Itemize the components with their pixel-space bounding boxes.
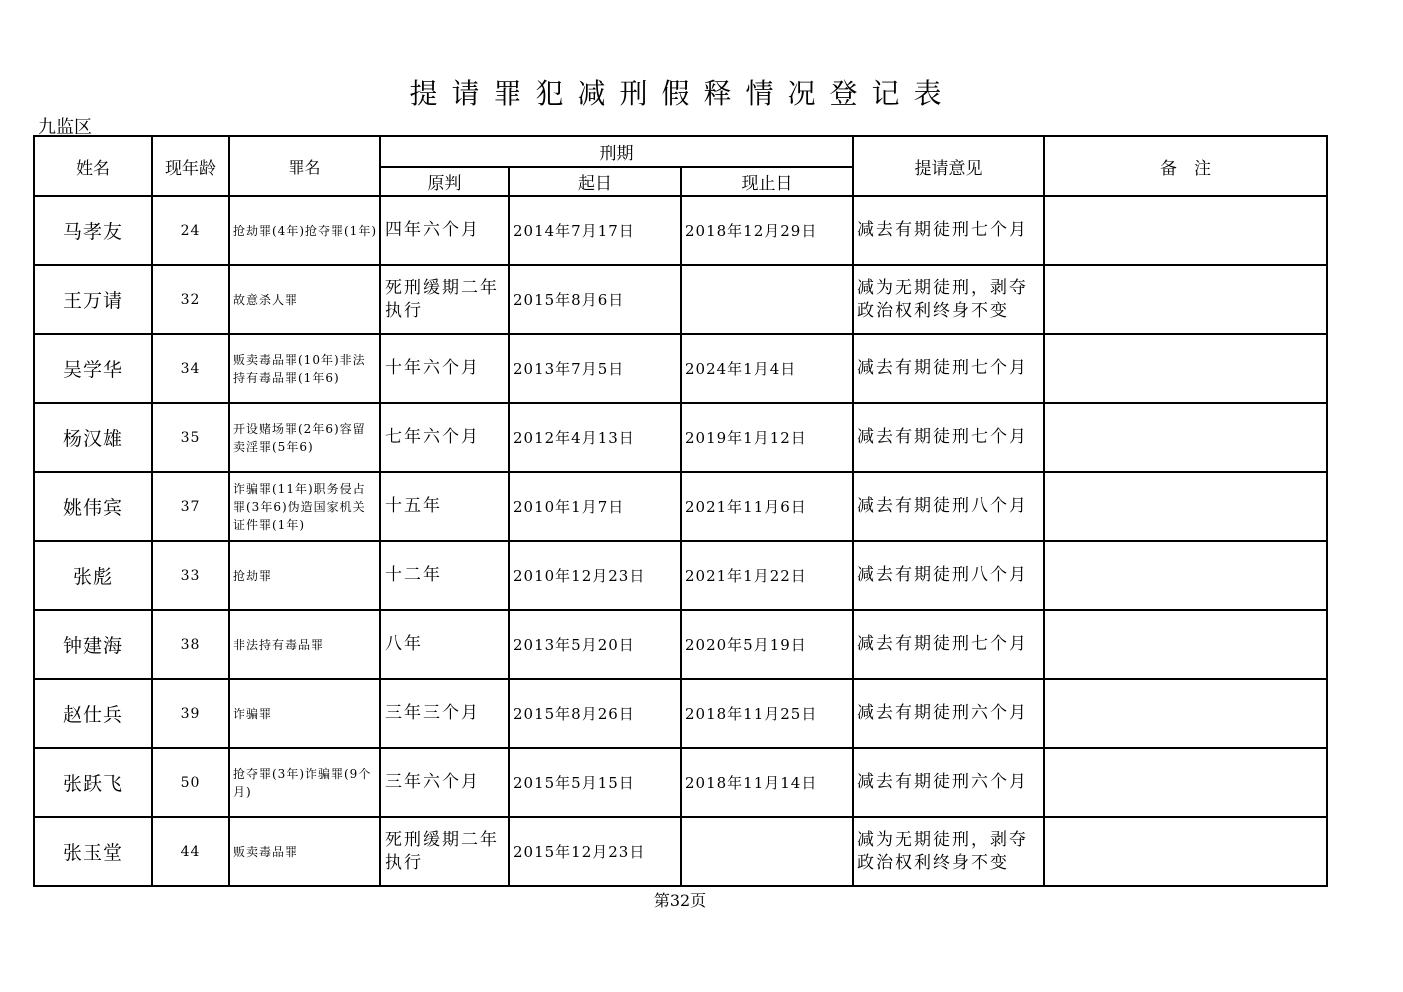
remarks-cell: [1044, 541, 1327, 610]
original-sentence: 八年: [380, 610, 509, 679]
prisoner-name: 杨汉雄: [34, 403, 152, 472]
header-remarks: 备 注: [1044, 136, 1327, 196]
registration-table: [33, 135, 1328, 887]
crime-cell: 抢夺罪(3年)诈骗罪(9个月): [229, 748, 380, 817]
table-row: [34, 265, 1327, 334]
prisoner-name: 马孝友: [34, 196, 152, 265]
header-name: 姓名: [34, 136, 152, 196]
table-row: [34, 748, 1327, 817]
header-original: 原判: [380, 167, 509, 196]
table-body: [34, 196, 1327, 886]
opinion-cell: 减去有期徒刑六个月: [853, 679, 1044, 748]
end-date: 2018年12月29日: [681, 196, 853, 265]
remarks-cell: [1044, 265, 1327, 334]
start-date: 2012年4月13日: [509, 403, 681, 472]
original-sentence: 四年六个月: [380, 196, 509, 265]
original-sentence: 七年六个月: [380, 403, 509, 472]
age-cell: 35: [152, 403, 229, 472]
opinion-cell: 减去有期徒刑七个月: [853, 610, 1044, 679]
start-date: 2015年8月6日: [509, 265, 681, 334]
start-date: 2013年5月20日: [509, 610, 681, 679]
end-date: 2021年1月22日: [681, 541, 853, 610]
prisoner-name: 吴学华: [34, 334, 152, 403]
table-row: [34, 403, 1327, 472]
end-date: [681, 817, 853, 886]
table-row: [34, 679, 1327, 748]
remarks-cell: [1044, 472, 1327, 541]
end-date: [681, 265, 853, 334]
start-date: 2015年5月15日: [509, 748, 681, 817]
prisoner-name: 钟建海: [34, 610, 152, 679]
page-title: 提请罪犯减刑假释情况登记表: [409, 77, 956, 110]
opinion-cell: 减为无期徒刑，剥夺政治权利终身不变: [853, 817, 1044, 886]
age-cell: 34: [152, 334, 229, 403]
age-cell: 39: [152, 679, 229, 748]
crime-cell: 开设赌场罪(2年6)容留卖淫罪(5年6): [229, 403, 380, 472]
table-row: [34, 334, 1327, 403]
original-sentence: 死刑缓期二年执行: [380, 265, 509, 334]
original-sentence: 十年六个月: [380, 334, 509, 403]
remarks-cell: [1044, 334, 1327, 403]
header-age: 现年龄: [152, 136, 229, 196]
original-sentence: 死刑缓期二年执行: [380, 817, 509, 886]
header-start: 起日: [509, 167, 681, 196]
crime-cell: 贩卖毒品罪(10年)非法持有毒品罪(1年6): [229, 334, 380, 403]
end-date: 2024年1月4日: [681, 334, 853, 403]
remarks-cell: [1044, 748, 1327, 817]
prisoner-name: 姚伟宾: [34, 472, 152, 541]
age-cell: 33: [152, 541, 229, 610]
header-opinion: 提请意见: [853, 136, 1044, 196]
opinion-cell: 减去有期徒刑六个月: [853, 748, 1044, 817]
header-row: [34, 136, 1327, 167]
age-cell: 44: [152, 817, 229, 886]
header-sentence-group: 刑期: [380, 136, 853, 167]
opinion-cell: 减去有期徒刑七个月: [853, 334, 1044, 403]
age-cell: 37: [152, 472, 229, 541]
prisoner-name: 张彪: [34, 541, 152, 610]
opinion-cell: 减去有期徒刑七个月: [853, 403, 1044, 472]
prisoner-name: 王万请: [34, 265, 152, 334]
crime-cell: 诈骗罪(11年)职务侵占罪(3年6)伪造国家机关证件罪(1年): [229, 472, 380, 541]
crime-cell: 诈骗罪: [229, 679, 380, 748]
opinion-cell: 减为无期徒刑，剥夺政治权利终身不变: [853, 265, 1044, 334]
opinion-cell: 减去有期徒刑八个月: [853, 541, 1044, 610]
end-date: 2020年5月19日: [681, 610, 853, 679]
table-row: [34, 472, 1327, 541]
page-number: 第32页: [653, 891, 707, 910]
start-date: 2015年8月26日: [509, 679, 681, 748]
original-sentence: 十二年: [380, 541, 509, 610]
table-row: [34, 541, 1327, 610]
header-crime: 罪名: [229, 136, 380, 196]
end-date: 2021年11月6日: [681, 472, 853, 541]
prisoner-name: 张跃飞: [34, 748, 152, 817]
age-cell: 50: [152, 748, 229, 817]
original-sentence: 十五年: [380, 472, 509, 541]
table-row: [34, 610, 1327, 679]
start-date: 2010年12月23日: [509, 541, 681, 610]
crime-cell: 抢劫罪: [229, 541, 380, 610]
crime-cell: 非法持有毒品罪: [229, 610, 380, 679]
end-date: 2018年11月25日: [681, 679, 853, 748]
age-cell: 32: [152, 265, 229, 334]
remarks-cell: [1044, 817, 1327, 886]
remarks-cell: [1044, 403, 1327, 472]
original-sentence: 三年三个月: [380, 679, 509, 748]
end-date: 2019年1月12日: [681, 403, 853, 472]
remarks-cell: [1044, 679, 1327, 748]
table-row: [34, 196, 1327, 265]
opinion-cell: 减去有期徒刑八个月: [853, 472, 1044, 541]
start-date: 2010年1月7日: [509, 472, 681, 541]
prisoner-name: 赵仕兵: [34, 679, 152, 748]
header-end: 现止日: [681, 167, 853, 196]
start-date: 2013年7月5日: [509, 334, 681, 403]
crime-cell: 抢劫罪(4年)抢夺罪(1年): [229, 196, 380, 265]
start-date: 2015年12月23日: [509, 817, 681, 886]
crime-cell: 贩卖毒品罪: [229, 817, 380, 886]
start-date: 2014年7月17日: [509, 196, 681, 265]
end-date: 2018年11月14日: [681, 748, 853, 817]
age-cell: 24: [152, 196, 229, 265]
opinion-cell: 减去有期徒刑七个月: [853, 196, 1044, 265]
age-cell: 38: [152, 610, 229, 679]
prisoner-name: 张玉堂: [34, 817, 152, 886]
remarks-cell: [1044, 196, 1327, 265]
original-sentence: 三年六个月: [380, 748, 509, 817]
crime-cell: 故意杀人罪: [229, 265, 380, 334]
table-row: [34, 817, 1327, 886]
district-label: 九监区: [38, 117, 92, 138]
remarks-cell: [1044, 610, 1327, 679]
